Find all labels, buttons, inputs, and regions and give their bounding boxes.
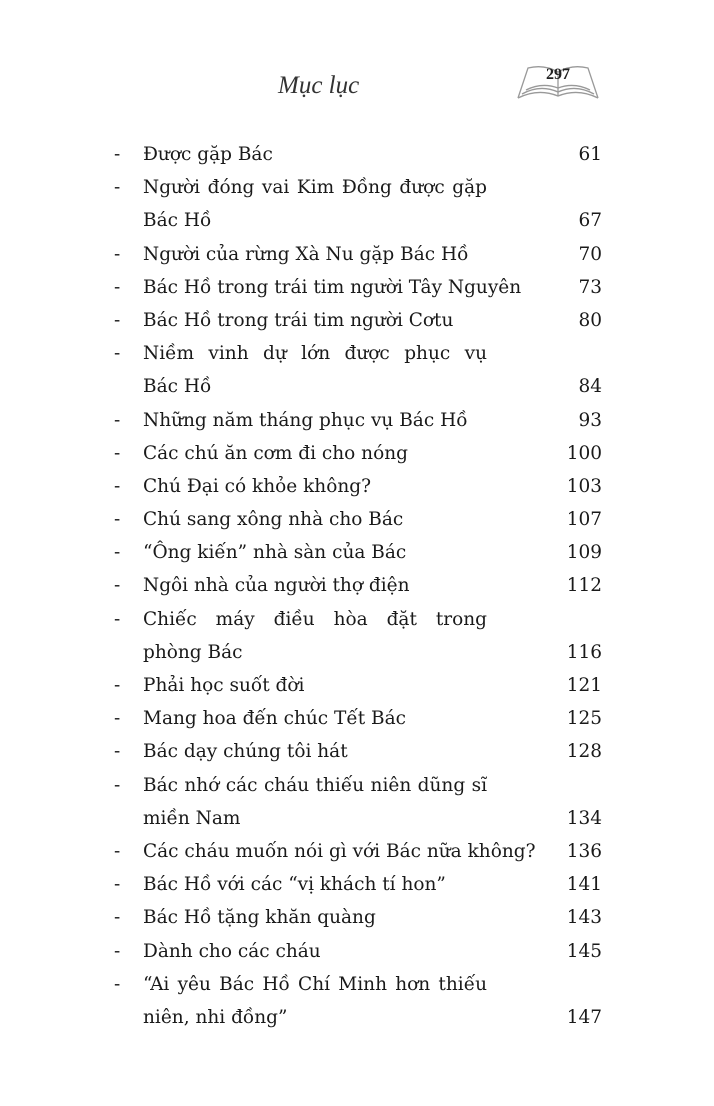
- toc-entry-page: 128: [566, 741, 602, 763]
- toc-entry-title: Ngôi nhà của người thợ điện: [143, 575, 410, 597]
- toc-entry-line: [114, 470, 602, 503]
- bullet-dash: -: [114, 409, 121, 431]
- bullet-dash: -: [114, 575, 121, 597]
- toc-entry-page: 100: [566, 442, 602, 464]
- toc-entry-title: Chiếc máy điều hòa đặt trong: [143, 608, 487, 630]
- toc-entry-page: 141: [566, 874, 602, 896]
- toc-entry-title: Chú Đại có khỏe không?: [143, 475, 372, 497]
- toc-entry-line: [114, 769, 602, 802]
- bullet-dash: -: [114, 874, 121, 896]
- bullet-dash: -: [114, 708, 121, 730]
- toc-entry-title: Niềm vinh dự lớn được phục vụ: [143, 343, 487, 365]
- toc-entry-title: Dành cho các cháu: [143, 940, 321, 962]
- toc-entry-line: [114, 669, 602, 702]
- bullet-dash: -: [114, 774, 121, 796]
- toc-entry-line: [114, 735, 602, 768]
- toc-entry-line: [114, 569, 602, 602]
- toc-entry-line: [114, 935, 602, 968]
- toc-entry-line: [114, 536, 602, 569]
- bullet-dash: -: [114, 608, 121, 630]
- bullet-dash: -: [114, 675, 121, 696]
- toc-entry-title: Người đóng vai Kim Đồng được gặp: [143, 177, 487, 199]
- toc-entry-line: [114, 404, 602, 437]
- toc-entry-page: 143: [566, 907, 602, 929]
- toc-entry-title: Bác nhớ các cháu thiếu niên dũng sĩ: [143, 774, 487, 796]
- toc-entry-line: [114, 901, 602, 934]
- bullet-dash: -: [114, 276, 121, 298]
- toc-entry-line: [114, 271, 602, 304]
- bullet-dash: -: [114, 144, 121, 165]
- toc-entry-title: “Ông kiến” nhà sàn của Bác: [143, 542, 407, 564]
- toc-entry-page: 136: [566, 840, 602, 862]
- toc-entry-page: 134: [566, 807, 602, 829]
- toc-entry-line: [114, 238, 602, 271]
- toc-entry-title: niên, nhi đồng”: [143, 1006, 288, 1028]
- toc-entry-title: “Ai yêu Bác Hồ Chí Minh hơn thiếu: [143, 973, 487, 995]
- toc-entry-page: 93: [578, 409, 602, 431]
- bullet-dash: -: [114, 442, 121, 464]
- toc-entry-page: 61: [578, 144, 602, 165]
- toc-entry-line: [114, 337, 602, 370]
- toc-entry-page: 80: [578, 309, 602, 331]
- toc-entry-page: 121: [566, 675, 602, 696]
- bullet-dash: -: [114, 475, 121, 497]
- bullet-dash: -: [114, 509, 121, 531]
- toc-entry-line: [114, 702, 602, 735]
- toc-entry-title: miền Nam: [143, 807, 241, 829]
- bullet-dash: -: [114, 973, 121, 995]
- toc-entry-title: Bác Hồ: [143, 210, 212, 232]
- bullet-dash: -: [114, 343, 121, 365]
- toc-entry-title: Bác Hồ với các “vị khách tí hon”: [143, 874, 446, 896]
- toc-entry-line: [114, 603, 602, 636]
- toc-entry-title: Các cháu muốn nói gì với Bác nữa không?: [143, 840, 536, 862]
- toc-entry-title: phòng Bác: [143, 641, 243, 663]
- toc-entry-page: 70: [578, 243, 602, 265]
- toc-entry-title: Chú sang xông nhà cho Bác: [143, 509, 404, 531]
- toc-entry-title: Mang hoa đến chúc Tết Bác: [143, 708, 407, 730]
- toc-entry-title: Những năm tháng phục vụ Bác Hồ: [143, 409, 468, 431]
- toc-entry-line: [114, 304, 602, 337]
- toc-entry-title: Phải học suốt đời: [143, 675, 305, 696]
- toc-entry-title: Bác Hồ trong trái tim người Tây Nguyên: [143, 276, 522, 298]
- toc-entry-title: Bác Hồ tặng khăn quàng: [143, 907, 376, 929]
- toc-entry-line: [114, 835, 602, 868]
- toc-entry-line: [114, 204, 602, 237]
- toc-entry-page: 125: [566, 708, 602, 730]
- toc-entry-line: [114, 636, 602, 669]
- toc-entry-line: [114, 138, 602, 171]
- toc-entry-line: [114, 503, 602, 536]
- toc-entry-line: [114, 968, 602, 1001]
- toc-entry-title: Bác Hồ: [143, 376, 212, 398]
- bullet-dash: -: [114, 542, 121, 564]
- toc-entry-line: [114, 370, 602, 403]
- bullet-dash: -: [114, 177, 121, 199]
- toc-entry-title: Bác dạy chúng tôi hát: [143, 741, 348, 763]
- toc-entry-line: [114, 171, 602, 204]
- bullet-dash: -: [114, 940, 121, 962]
- toc-entry-title: Người của rừng Xà Nu gặp Bác Hồ: [143, 243, 469, 265]
- bullet-dash: -: [114, 243, 121, 265]
- toc-entry-page: 67: [578, 210, 602, 232]
- toc-entry-page: 103: [566, 475, 602, 497]
- bullet-dash: -: [114, 907, 121, 929]
- toc-entry-line: [114, 1001, 602, 1034]
- bullet-dash: -: [114, 309, 121, 331]
- toc-entry-line: [114, 437, 602, 470]
- toc-entry-title: Bác Hồ trong trái tim người Cơtu: [143, 309, 454, 331]
- bullet-dash: -: [114, 741, 121, 763]
- toc-entry-line: [114, 868, 602, 901]
- bullet-dash: -: [114, 840, 121, 862]
- toc-entry-page: 109: [566, 542, 602, 564]
- table-of-contents: [114, 138, 602, 1034]
- page-number: 297: [546, 66, 570, 83]
- toc-entry-page: 107: [566, 509, 602, 531]
- toc-entry-title: Được gặp Bác: [143, 144, 273, 165]
- open-book-page-number-logo: [514, 62, 602, 102]
- toc-entry-title: Các chú ăn cơm đi cho nóng: [143, 442, 408, 464]
- toc-entry-page: 145: [566, 940, 602, 962]
- toc-entry-page: 112: [566, 575, 602, 597]
- toc-entry-page: 73: [578, 276, 602, 298]
- toc-entry-page: 147: [566, 1006, 602, 1028]
- toc-entry-page: 84: [578, 376, 602, 398]
- toc-entry-line: [114, 802, 602, 835]
- toc-entry-page: 116: [566, 641, 602, 663]
- running-header-title: Mục lục: [278, 72, 360, 99]
